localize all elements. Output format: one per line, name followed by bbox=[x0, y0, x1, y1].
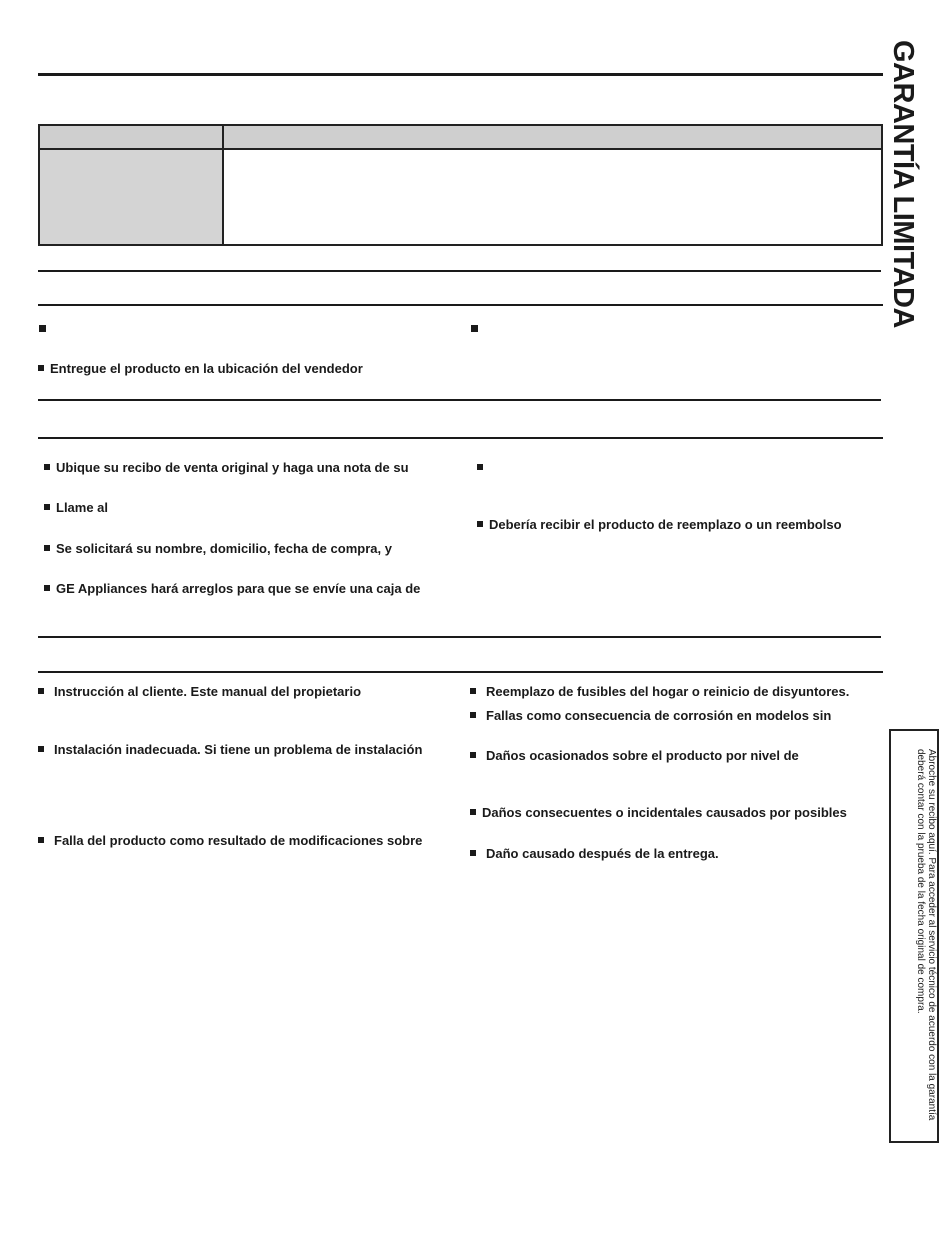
step-item: Llame al bbox=[44, 500, 108, 516]
section-rule bbox=[38, 671, 883, 673]
exclusion-item-right: Daños consecuentes o incidentales causados por posibles bbox=[470, 805, 847, 821]
receipt-note: Abroche su recibo aquí. Para acceder al servicio técnico de acuerdo con la garantía deberá contar con la prueba de la fecha original de compra. bbox=[915, 749, 937, 1121]
side-title-text: GARANTÍA LIMITADA bbox=[887, 40, 919, 328]
bullet-icon bbox=[44, 464, 50, 470]
step-item: GE Appliances hará arreglos para que se envíe una caja de bbox=[44, 581, 420, 597]
side-title bbox=[876, 40, 936, 390]
section-rule bbox=[38, 399, 881, 401]
bullet-icon bbox=[38, 688, 44, 694]
exclusion-item: Instalación inadecuada. Si tiene un problema de instalación bbox=[38, 742, 422, 758]
step-item: Ubique su recibo de venta original y haga una nota de su bbox=[44, 460, 409, 476]
section-rule bbox=[38, 636, 881, 638]
step-item: Se solicitará su nombre, domicilio, fecha de compra, y bbox=[44, 541, 392, 557]
exclusion-item-right: Daños ocasionados sobre el producto por nivel de bbox=[470, 748, 799, 764]
exclusion-item: Falla del producto como resultado de modificaciones sobre bbox=[38, 833, 422, 849]
exclusion-item-right: Fallas como consecuencia de corrosión en modelos sin bbox=[470, 708, 831, 724]
section-rule bbox=[38, 437, 883, 439]
section-rule bbox=[38, 304, 883, 306]
bullet-icon bbox=[471, 325, 478, 332]
bullet-icon bbox=[470, 809, 476, 815]
exclusion-item-right: Daño causado después de la entrega. bbox=[470, 846, 719, 862]
table-body-left bbox=[40, 150, 224, 244]
top-rule bbox=[38, 73, 883, 76]
bullet-icon bbox=[38, 837, 44, 843]
exclusion-item: Instrucción al cliente. Este manual del propietario bbox=[38, 684, 361, 700]
bullet-icon bbox=[470, 688, 476, 694]
table-header-left bbox=[40, 126, 224, 150]
exclusion-item-right: Reemplazo de fusibles del hogar o reinicio de disyuntores. bbox=[470, 684, 849, 700]
bullet-icon bbox=[38, 746, 44, 752]
bullet-icon bbox=[44, 504, 50, 510]
warranty-table bbox=[38, 124, 883, 246]
bullet-icon bbox=[477, 521, 483, 527]
section-rule bbox=[38, 270, 881, 272]
step-item-right: Debería recibir el producto de reemplazo o un reembolso bbox=[477, 517, 842, 533]
bullet-icon bbox=[44, 585, 50, 591]
table-body-right bbox=[224, 150, 881, 244]
bullet-icon bbox=[38, 365, 44, 371]
receipt-box bbox=[889, 729, 939, 1143]
bullet-icon bbox=[44, 545, 50, 551]
bullet-icon bbox=[470, 752, 476, 758]
bullet-icon bbox=[477, 464, 483, 470]
delivery-item: Entregue el producto en la ubicación del vendedor bbox=[38, 361, 363, 377]
table-header-right bbox=[224, 126, 881, 150]
bullet-icon bbox=[470, 712, 476, 718]
bullet-icon bbox=[39, 325, 46, 332]
bullet-icon bbox=[470, 850, 476, 856]
